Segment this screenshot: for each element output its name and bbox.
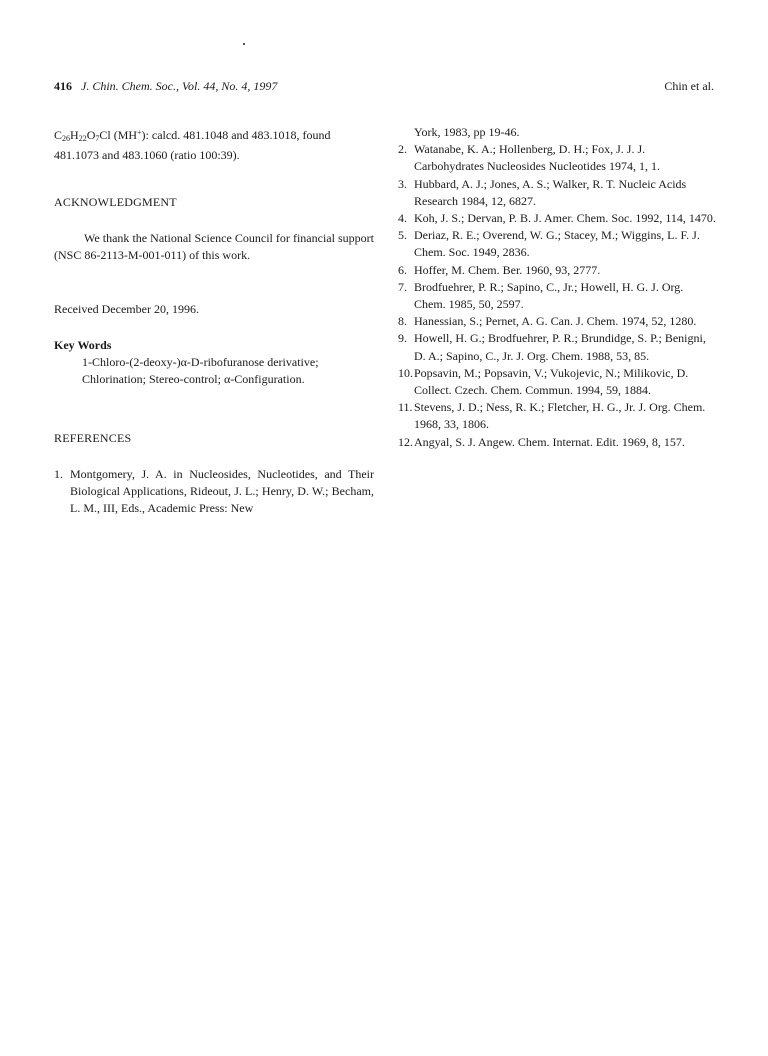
page-number: 416: [54, 79, 72, 93]
keywords-line-1: 1-Chloro-(2-deoxy-)α-D-ribofuranose derivative;: [82, 355, 319, 369]
reference-list-right: [398, 124, 716, 451]
reference-item: 8. Hanessian, S.; Pernet, A. G. Can. J. Chem. 1974, 52, 1280.: [398, 314, 697, 329]
keywords-list: [82, 354, 382, 388]
reference-item: 11. Stevens, J. D.; Ness, R. K.; Fletcher, H. G., Jr. J. Org. Chem. 1968, 33, 1806.: [398, 400, 706, 432]
reference-item: 12. Angyal, S. J. Angew. Chem. Internat. Edit. 1969, 8, 157.: [398, 434, 685, 449]
reference-item: [54, 466, 374, 518]
scan-speck: [243, 43, 245, 45]
reference-item: 6. Hoffer, M. Chem. Ber. 1960, 93, 2777.: [398, 262, 601, 277]
reference-continuation: York, 1983, pp 19-46.: [414, 125, 520, 139]
mass-spec-formula: [54, 124, 374, 164]
keywords-heading: Key Words: [54, 338, 112, 352]
header-authors: Chin et al.: [664, 79, 714, 93]
reference-list-left: [54, 466, 374, 518]
keywords-line-2: Chlorination; Stereo-control; α-Configuration.: [82, 372, 305, 387]
reference-item: 9. Howell, H. G.; Brodfuehrer, P. R.; Brundidge, S. P.; Benigni, D. A.; Sapino, C., Jr. J. Org. Chem. 1988, 53, 85.: [398, 331, 706, 363]
reference-item: 10. Popsavin, M.; Popsavin, V.; Vukojevic, N.; Milikovic, D. Collect. Czech. Chem. Commun. 1994, 59, 1884.: [398, 365, 689, 398]
reference-item: 5. Deriaz, R. E.; Overend, W. G.; Stacey, M.; Wiggins, L. F. J. Chem. Soc. 1949, 2836.: [398, 228, 700, 260]
journal-citation: J. Chin. Chem. Soc., Vol. 44, No. 4, 1997: [81, 79, 278, 93]
reference-item: 2. Watanabe, K. A.; Hollenberg, D. H.; Fox, J. J. J. Carbohydrates Nucleosides Nucleotides 1974, 1, 1.: [398, 142, 660, 174]
reference-item: 4. Koh, J. S.; Dervan, P. B. J. Amer. Chem. Soc. 1992, 114, 1470.: [398, 211, 716, 226]
running-header: [54, 79, 714, 94]
references-heading: REFERENCES: [54, 431, 132, 445]
reference-item: 3. Hubbard, A. J.; Jones, A. S.; Walker, R. T. Nucleic Acids Research 1984, 12, 6827.: [398, 176, 687, 208]
acknowledgment-heading: ACKNOWLEDGMENT: [54, 195, 177, 209]
formula-line-1: $C_{26}H_{22}O_7Cl$ (MH+): calcd. 481.1048 and 483.1018, found: [54, 128, 331, 143]
acknowledgment-text: We thank the National Science Council for financial support (NSC 86-2113-M-001-011) of this work.: [54, 231, 374, 263]
reference-text: Montgomery, J. A. in Nucleosides, Nucleotides, and Their Biological Applications, Rideout, J. L.; Henry, D. W.; Becham, L. M., III, Eds., Academic Press: New: [70, 467, 374, 516]
received-date: Received December 20, 1996.: [54, 302, 199, 316]
reference-number: 1.: [54, 467, 63, 481]
formula-line-2: 481.1073 and 483.1060 (ratio 100:39).: [54, 148, 240, 163]
reference-item: 7. Brodfuehrer, P. R.; Sapino, C., Jr.; Howell, H. G. J. Org. Chem. 1985, 50, 2597.: [398, 279, 684, 312]
